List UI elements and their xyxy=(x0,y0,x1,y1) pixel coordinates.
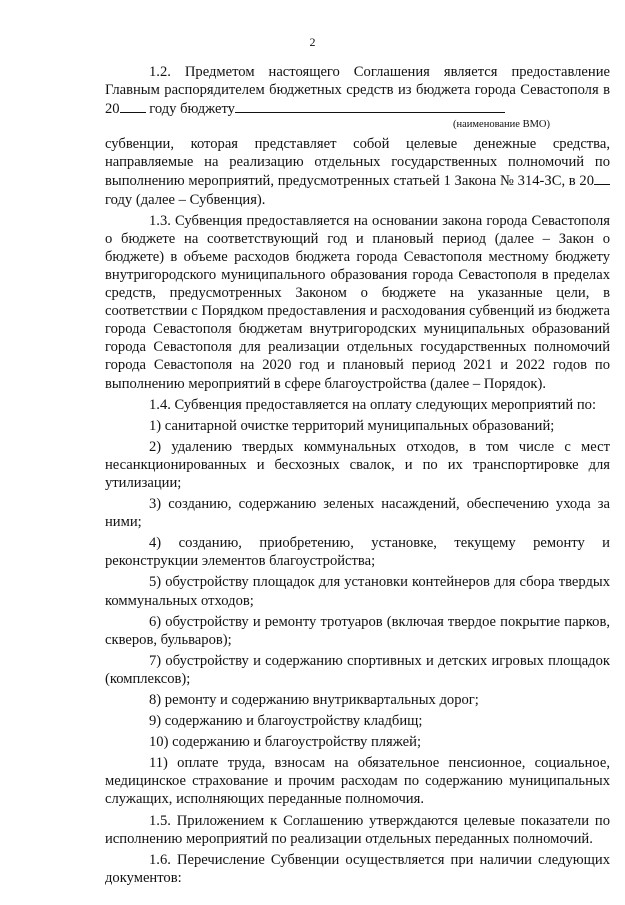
clause-1-6: 1.6. Перечисление Субвенции осуществляется при наличии следующих документов: xyxy=(105,851,610,886)
page-number: 2 xyxy=(309,35,316,49)
vmo-name-blank xyxy=(235,99,505,113)
document-body xyxy=(105,63,610,887)
list-item-11: 11) оплате труда, взносам на обязательное пенсионное, социальное, медицинское страхование и прочим расходам по содержанию муниципальных служащих, исполняющих переданные полномочия. xyxy=(105,755,610,808)
list-item-10: 10) содержанию и благоустройству пляжей; xyxy=(149,734,421,751)
clause-1-3: 1.3. Субвенция предоставляется на основании закона города Севастополя о бюджете на соответствующий год и плановый период (далее – Закон о бюджете) в объеме расходов бюджета города Севастополя местному бюджету внутригородского муниципального образования города Севастополя в пределах средств, предусмотренных Законом о бюджете на указанные цели, в соответствии с Порядком предоставления и расходования субвенций из бюджета города Севастополя бюджетам внутригородских муниципальных образований города Севастополя для реализации отдельных государственных полномочий города Севастополя на 2020 год и плановый период 2021 и 2022 годов по выполнению мероприятий в сфере благоустройства (далее – Порядок). xyxy=(105,212,610,392)
list-item-9: 9) содержанию и благоустройству кладбищ; xyxy=(149,713,423,730)
year-blank-1 xyxy=(120,99,146,113)
clause-1-5: 1.5. Приложением к Соглашению утверждаются целевые показатели по исполнению мероприятий по реализации отдельных переданных полномочий. xyxy=(105,812,610,847)
year-blank-2 xyxy=(594,171,610,185)
clause-1-2-text-c: субвенции, которая представляет собой целевые денежные средства, направляемые на реализацию отдельных государственных полномочий по выполнению мероприятий, предусмотренных статьей 1 Закона № 314-ЗС, в 20 xyxy=(105,136,610,190)
list-item-1: 1) санитарной очистке территорий муниципальных образований; xyxy=(149,417,555,434)
clause-1-2-continued xyxy=(105,135,610,208)
vmo-name-caption: (наименование ВМО) xyxy=(453,119,550,131)
list-item-2: 2) удалению твердых коммунальных отходов, в том числе с мест несанкционированных и бесхозных свалок, и по их транспортировке для утилизации; xyxy=(105,438,610,491)
list-item-4: 4) созданию, приобретению, установке, текущему ремонту и реконструкции элементов благоустройства; xyxy=(105,535,610,570)
clause-1-2-text-a: 1.2. Предметом настоящего Соглашения является предоставление Главным распорядителем бюджетных средств из бюджета города Севастополя в 20 xyxy=(105,64,610,118)
list-item-3: 3) созданию, содержанию зеленых насаждений, обеспечению ухода за ними; xyxy=(105,496,610,531)
clause-1-4: 1.4. Субвенция предоставляется на оплату следующих мероприятий по: xyxy=(149,396,597,413)
list-item-6: 6) обустройству и ремонту тротуаров (включая твердое покрытие парков, скверов, бульваров); xyxy=(105,613,610,648)
clause-1-2 xyxy=(105,63,610,118)
clause-1-2-text-b: году бюджету xyxy=(145,101,235,118)
clause-1-2-text-d: году (далее – Субвенция). xyxy=(105,191,266,208)
list-item-7: 7) обустройству и содержанию спортивных и детских игровых площадок (комплексов); xyxy=(105,652,610,687)
list-item-8: 8) ремонту и содержанию внутриквартальных дорог; xyxy=(149,692,479,708)
list-item-5: 5) обустройству площадок для установки контейнеров для сбора твердых коммунальных отходов; xyxy=(105,574,610,609)
